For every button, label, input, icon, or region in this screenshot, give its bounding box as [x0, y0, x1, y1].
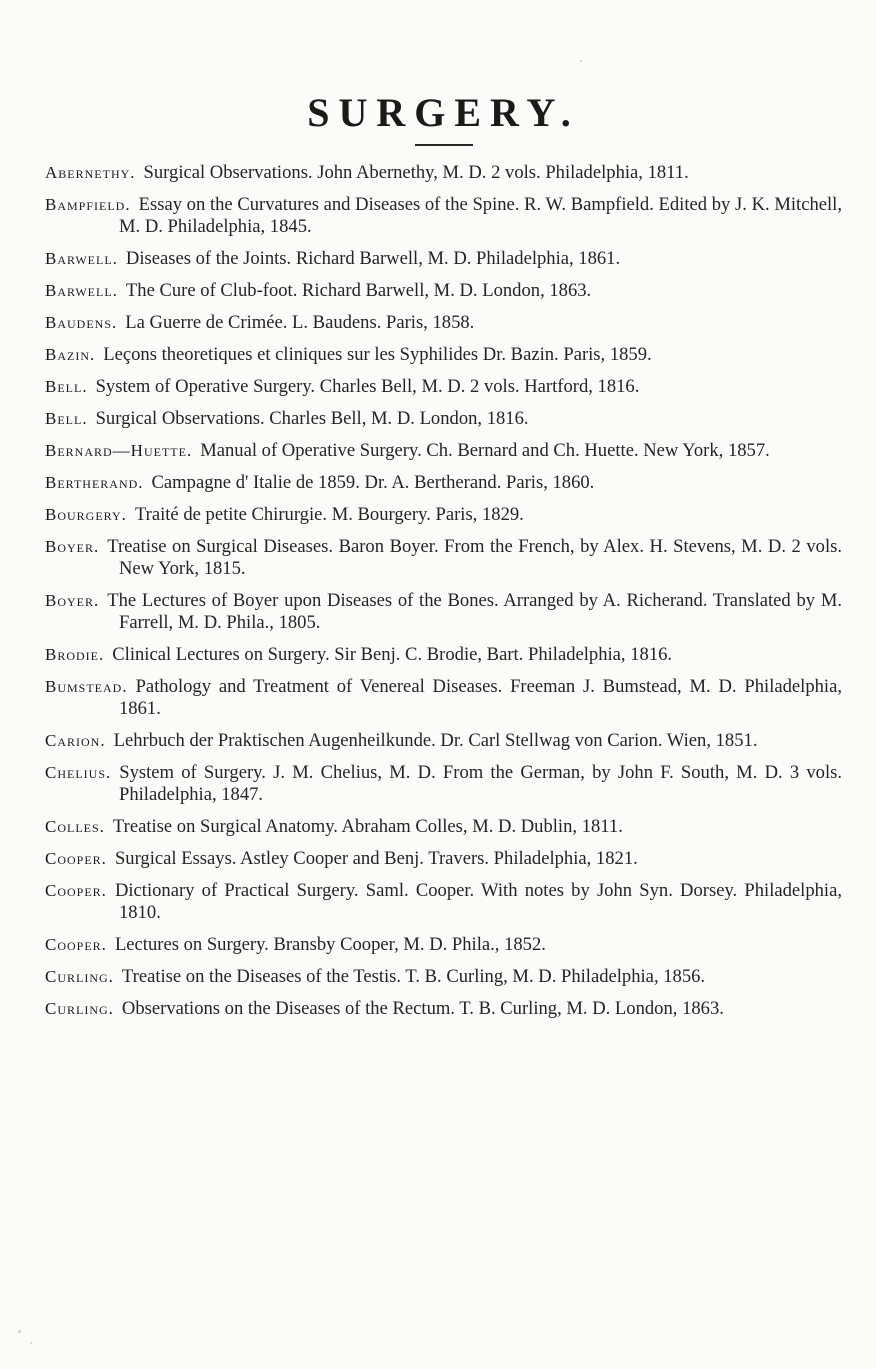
entry-author: Bazin. [45, 345, 96, 364]
bibliography-entry [45, 280, 842, 302]
entry-author: Chelius. [45, 763, 112, 782]
bibliography-entry [45, 344, 842, 366]
entry-author: Curling. [45, 999, 114, 1018]
entry-author: Cooper. [45, 849, 107, 868]
entry-author: Barwell. [45, 281, 118, 300]
entry-author: Cooper. [45, 935, 107, 954]
entry-description: Clinical Lectures on Surgery. Sir Benj. C. Brodie, Bart. Philadelphia, 1816. [112, 644, 673, 665]
bibliography-entry [45, 934, 842, 956]
bibliography-entry [45, 162, 842, 184]
entry-author: Bell. [45, 409, 88, 428]
entry-author: Bell. [45, 377, 88, 396]
entry-author: Bumstead. [45, 677, 128, 696]
entry-description: Manual of Operative Surgery. Ch. Bernard and Ch. Huette. New York, 1857. [200, 440, 770, 461]
entry-description: System of Surgery. J. M. Chelius, M. D. From the German, by John F. South, M. D. 3 vols. Philadelphia, 1847. [119, 762, 842, 805]
entry-description: Lectures on Surgery. Bransby Cooper, M. D. Phila., 1852. [114, 934, 546, 955]
bibliography-entry [45, 730, 842, 752]
entry-author: Baudens. [45, 313, 118, 332]
page-title: SURGERY. [307, 90, 580, 135]
entry-description: The Cure of Club-foot. Richard Barwell, M. D. London, 1863. [125, 280, 592, 301]
bibliography-entry [45, 472, 842, 494]
bibliography-entry [45, 966, 842, 988]
entry-author: Bertherand. [45, 473, 144, 492]
entry-author: Abernethy. [45, 163, 136, 182]
entry-author: Boyer. [45, 591, 100, 610]
bibliography-list [45, 162, 842, 1020]
entry-author: Brodie. [45, 645, 105, 664]
entry-author: Colles. [45, 817, 105, 836]
paper-speck [30, 1342, 32, 1344]
entry-description: Campagne d' Italie de 1859. Dr. A. Bertherand. Paris, 1860. [151, 472, 595, 493]
bibliography-entry [45, 676, 842, 720]
entry-description: Essay on the Curvatures and Diseases of the Spine. R. W. Bampfield. Edited by J. K. Mitchell, M. D. Philadelphia, 1845. [119, 194, 842, 237]
bibliography-entry [45, 504, 842, 526]
bibliography-entry [45, 376, 842, 398]
bibliography-entry [45, 762, 842, 806]
entry-author: Boyer. [45, 537, 100, 556]
entry-description: Treatise on Surgical Anatomy. Abraham Colles, M. D. Dublin, 1811. [112, 816, 623, 837]
entry-author: Barwell. [45, 249, 118, 268]
entry-description: Surgical Essays. Astley Cooper and Benj. Travers. Philadelphia, 1821. [114, 848, 638, 869]
entry-description: Leçons theoretiques et cliniques sur les Syphilides Dr. Bazin. Paris, 1859. [103, 344, 652, 365]
title-rule [415, 144, 473, 146]
entry-author: Bernard—Huette. [45, 441, 193, 460]
entry-description: Traité de petite Chirurgie. M. Bourgery. Paris, 1829. [134, 504, 524, 525]
bibliography-entry [45, 644, 842, 666]
paper-speck [18, 1330, 21, 1333]
bibliography-entry [45, 312, 842, 334]
paper-speck [580, 60, 582, 62]
bibliography-entry [45, 590, 842, 634]
entry-author: Curling. [45, 967, 114, 986]
bibliography-entry [45, 194, 842, 238]
entry-description: Lehrbuch der Praktischen Augenheilkunde. Dr. Carl Stellwag von Carion. Wien, 1851. [113, 730, 758, 751]
bibliography-entry [45, 998, 842, 1020]
bibliography-entry [45, 816, 842, 838]
entry-author: Carion. [45, 731, 106, 750]
entry-author: Bampfield. [45, 195, 131, 214]
entry-description: Surgical Observations. John Abernethy, M. D. 2 vols. Philadelphia, 1811. [143, 162, 689, 183]
entry-description: Surgical Observations. Charles Bell, M. D. London, 1816. [95, 408, 529, 429]
entry-description: Treatise on Surgical Diseases. Baron Boyer. From the French, by Alex. H. Stevens, M. D. 2 vols. New York, 1815. [107, 536, 842, 579]
bibliography-entry [45, 408, 842, 430]
entry-description: System of Operative Surgery. Charles Bell, M. D. 2 vols. Hartford, 1816. [95, 376, 640, 397]
entry-description: Treatise on the Diseases of the Testis. T. B. Curling, M. D. Philadelphia, 1856. [121, 966, 706, 987]
entry-author: Bourgery. [45, 505, 127, 524]
entry-description: La Guerre de Crimée. L. Baudens. Paris, 1858. [125, 312, 475, 333]
bibliography-entry [45, 536, 842, 580]
entry-author: Cooper. [45, 881, 107, 900]
entry-description: The Lectures of Boyer upon Diseases of the Bones. Arranged by A. Richerand. Translated by M. Farrell, M. D. Phila., 1805. [107, 590, 842, 633]
bibliography-entry [45, 248, 842, 270]
entry-description: Diseases of the Joints. Richard Barwell, M. D. Philadelphia, 1861. [125, 248, 621, 269]
entry-description: Dictionary of Practical Surgery. Saml. Cooper. With notes by John Syn. Dorsey. Philadelphia, 1810. [114, 880, 842, 923]
bibliography-entry [45, 440, 842, 462]
entry-description: Observations on the Diseases of the Rectum. T. B. Curling, M. D. London, 1863. [121, 998, 724, 1019]
bibliography-entry [45, 880, 842, 924]
bibliography-entry [45, 848, 842, 870]
entry-description: Pathology and Treatment of Venereal Diseases. Freeman J. Bumstead, M. D. Philadelphia, 1861. [119, 676, 842, 719]
